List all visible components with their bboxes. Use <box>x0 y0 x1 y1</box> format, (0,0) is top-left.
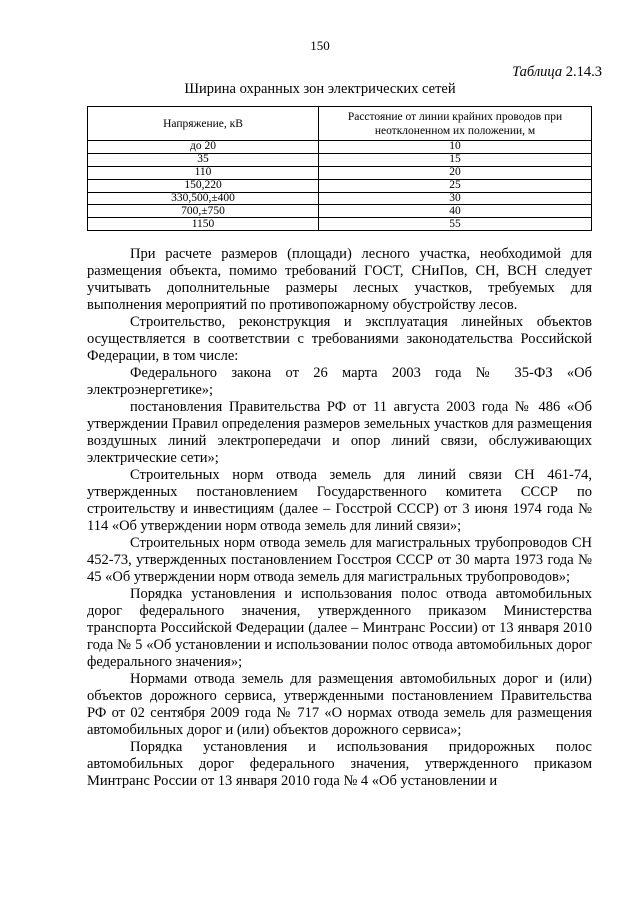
table-label-word: Таблица <box>512 64 563 80</box>
table-row <box>88 192 592 205</box>
paragraph-road-norms: Нормами отвода земель для размещения автомобильных дорог и (или) объектов дорожного сервиса, утвержденными постановлением Правительства РФ от 02 сентября 2009 года № 717 «О нормах отвода земель для размещения автомобильных дорог и (или) объектов дорожного сервиса»; <box>87 671 592 738</box>
table-row <box>88 166 592 179</box>
table-row <box>88 205 592 218</box>
paragraph-right-of-way: Порядка установления и использования полос отвода автомобильных дорог федерального значения, утвержденного приказом Министерства транспорта Российской Федерации (далее – Минтранс России) от 13 января 2010 года № 5 «Об установлении и использовании полос отвода автомобильных дорог федерального значения»; <box>87 586 592 670</box>
voltage-cell: 700,±750 <box>88 205 319 218</box>
distance-cell: 40 <box>319 205 592 218</box>
distance-cell: 55 <box>319 218 592 231</box>
paragraph-resolution-486: постановления Правительства РФ от 11 августа 2003 года № 486 «Об утверждении Правил определения размеров земельных участков для размещения воздушных линий электропередачи и опор линий связи, обслуживающих электрические сети»; <box>87 399 592 466</box>
voltage-cell: 1150 <box>88 218 319 231</box>
paragraph-federal-law: Федерального закона от 26 марта 2003 года № 35-ФЗ «Об электроэнергетике»; <box>87 365 592 398</box>
distance-cell: 25 <box>319 179 592 192</box>
paragraph-roadside-strips: Порядка установления и использования придорожных полос автомобильных дорог федерального значения, утвержденного приказом Минтранс России от 13 января 2010 года № 4 «Об установлении и <box>87 739 592 789</box>
paragraph-sn-461-74: Строительных норм отвода земель для линий связи СН 461-74, утвержденных постановлением Государственного комитета СССР по строительству и инвестициям (далее – Госстрой СССР) от 3 июня 1974 года № 114 «Об утверждении норм отвода земель для линий связи»; <box>87 467 592 534</box>
page-number: 150 <box>310 38 330 53</box>
voltage-cell: 35 <box>88 153 319 166</box>
voltage-cell: 110 <box>88 166 319 179</box>
distance-cell: 10 <box>319 141 592 154</box>
table-title: Ширина охранных зон электрических сетей <box>184 81 456 97</box>
paragraph-sn-452-73: Строительных норм отвода земель для магистральных трубопроводов СН 452-73, утвержденных постановлением Госстроя СССР от 30 марта 1973 года № 45 «Об утверждении норм отвода земель для магистральных трубопроводов»; <box>87 535 592 585</box>
table-row <box>88 141 592 154</box>
voltage-cell: до 20 <box>88 141 319 154</box>
voltage-cell: 150,220 <box>88 179 319 192</box>
body-text <box>87 246 592 790</box>
table-row <box>88 153 592 166</box>
protection-zones-table <box>87 106 592 231</box>
header-distance: Расстояние от линии крайних проводов при неотклоненном их положении, м <box>319 107 592 141</box>
table-row <box>88 179 592 192</box>
table-label-number: 2.14.3 <box>565 64 602 80</box>
distance-cell: 30 <box>319 192 592 205</box>
distance-cell: 15 <box>319 153 592 166</box>
paragraph-calculation: При расчете размеров (площади) лесного участка, необходимой для размещения объекта, помимо требований ГОСТ, СНиПов, СН, ВСН следует учитывать дополнительные размеры лесных участков, требуемых для выполнения мероприятий по противопожарному обустройству лесов. <box>87 246 592 313</box>
voltage-cell: 330,500,±400 <box>88 192 319 205</box>
table-label <box>512 64 602 81</box>
paragraph-construction: Строительство, реконструкция и эксплуатация линейных объектов осуществляется в соответствии с требованиями законодательства Российской Федерации, в том числе: <box>87 314 592 364</box>
header-voltage: Напряжение, кВ <box>88 107 319 141</box>
distance-cell: 20 <box>319 166 592 179</box>
table-row <box>88 218 592 231</box>
table-header-row <box>88 107 592 141</box>
